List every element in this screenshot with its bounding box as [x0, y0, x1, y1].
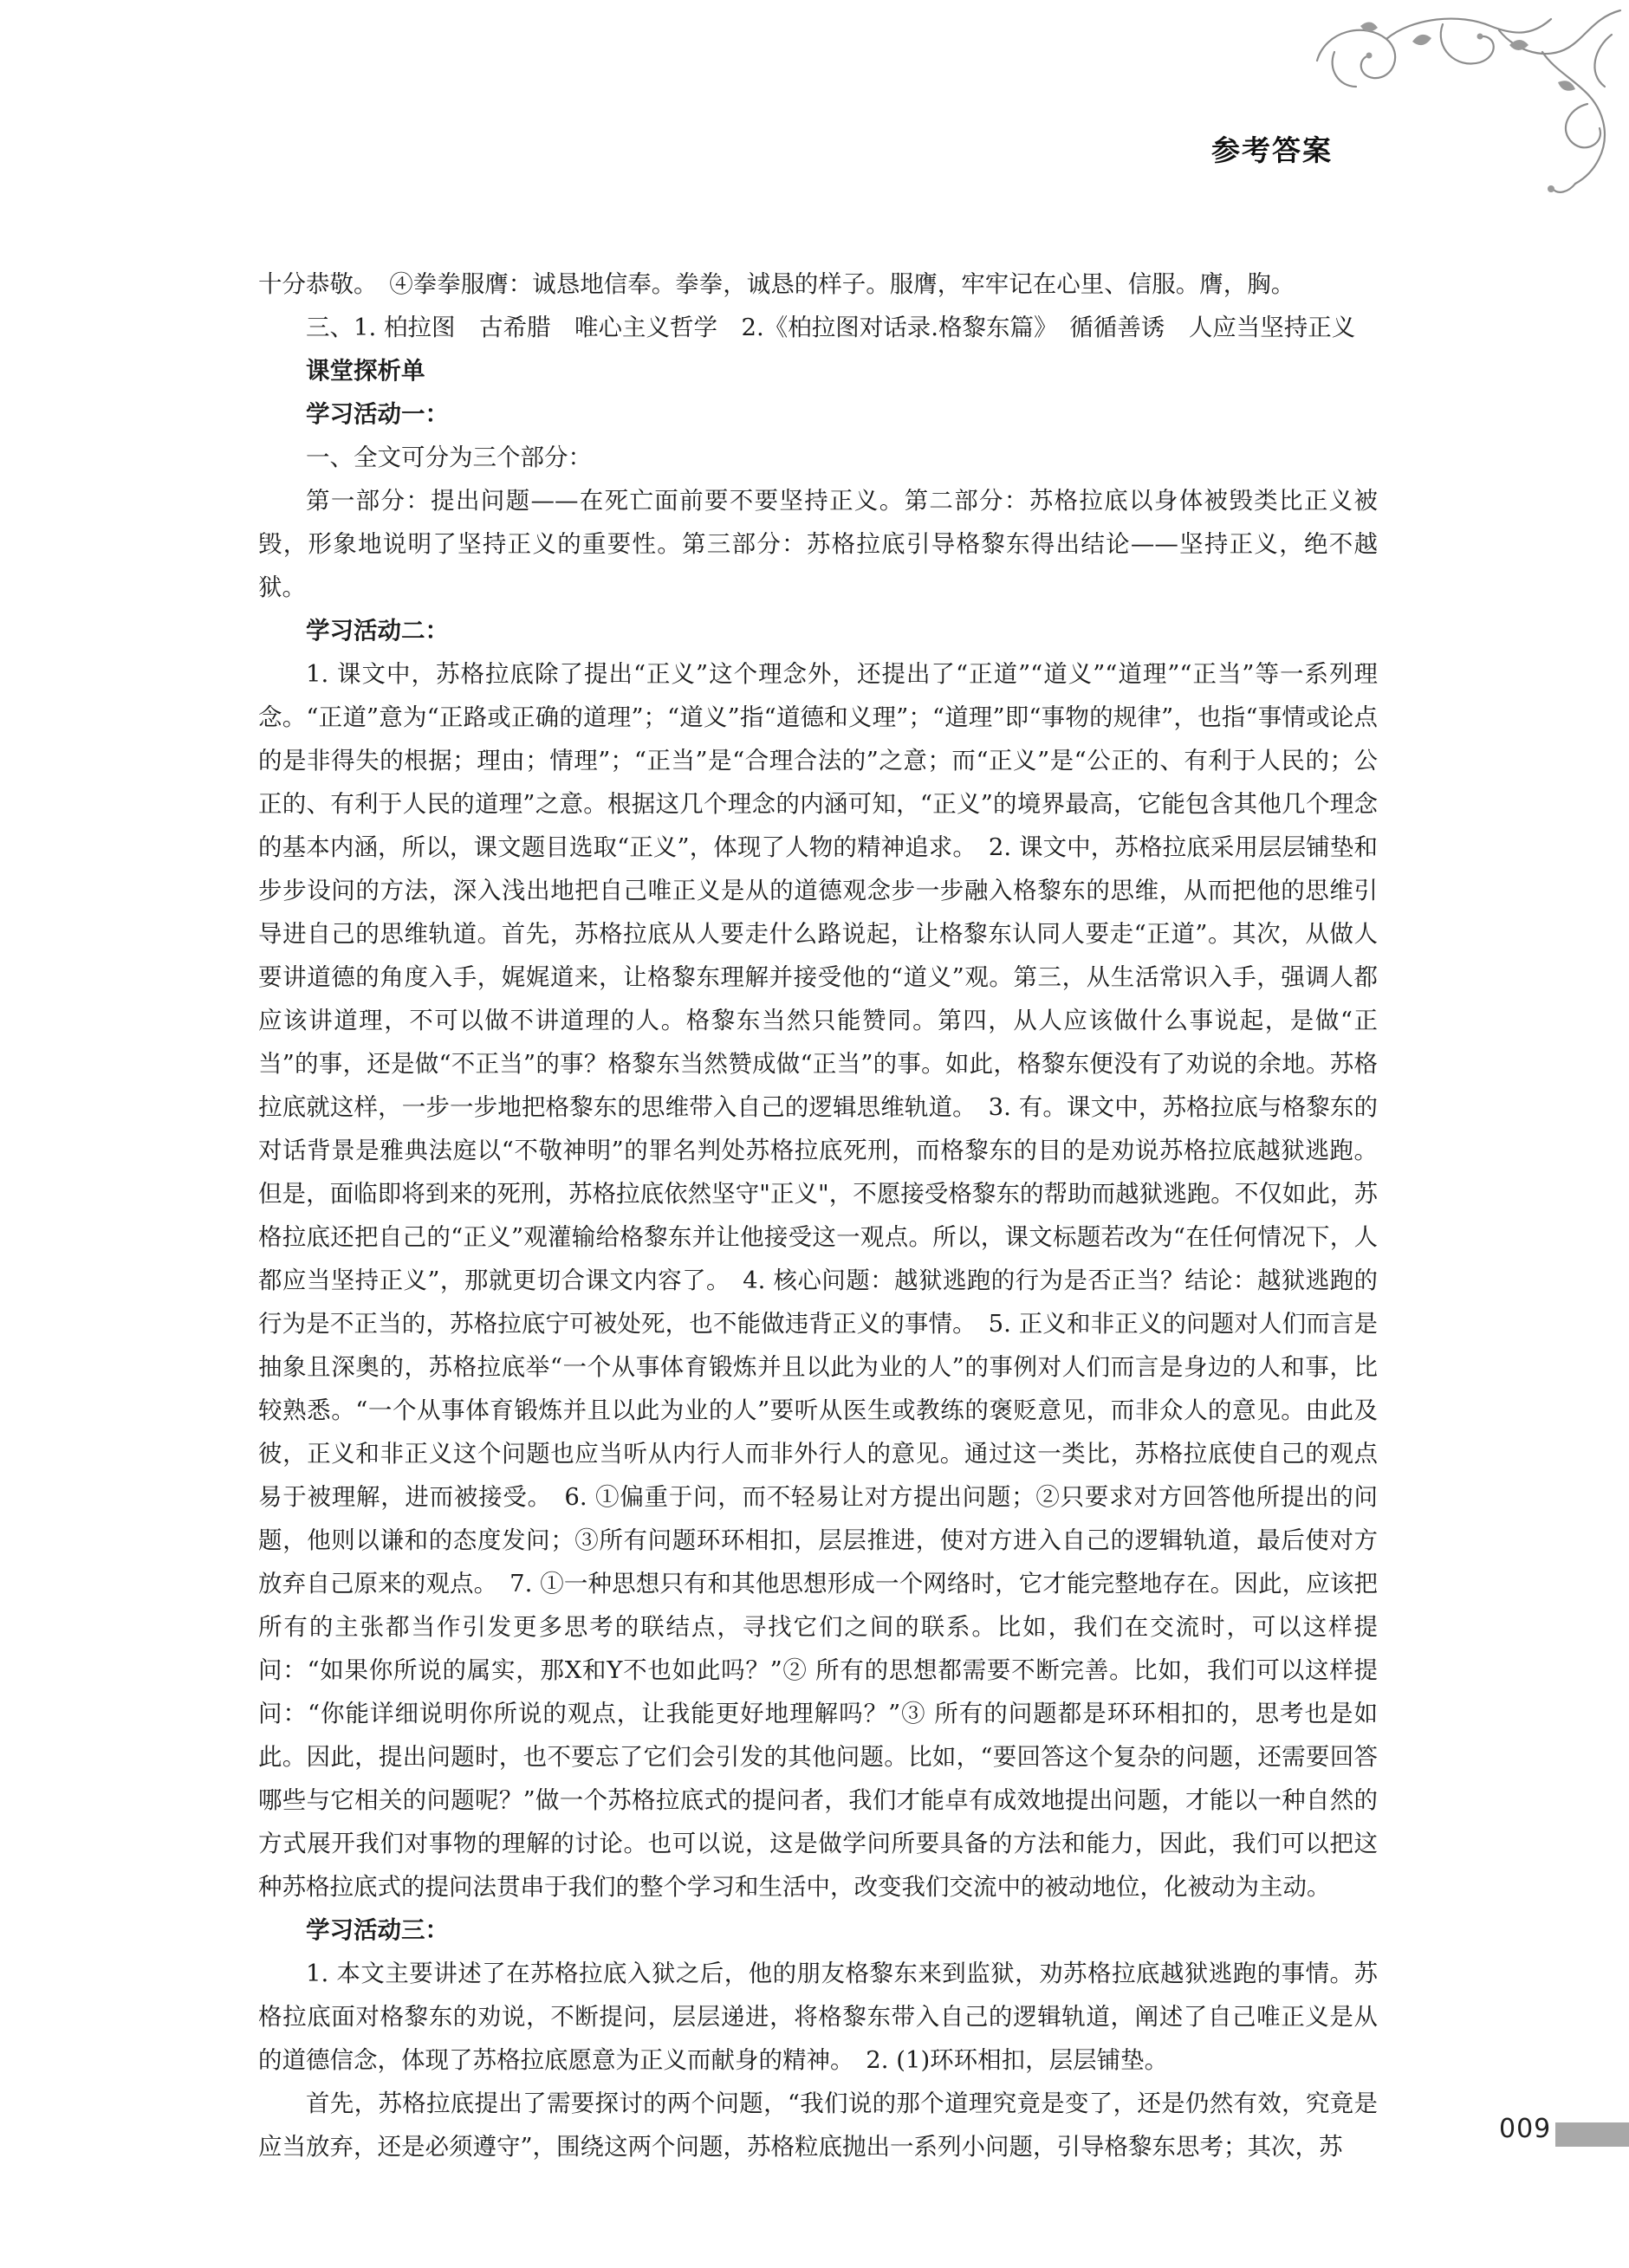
corner-ornament	[1282, 0, 1629, 204]
paragraph: 一、全文可分为三个部分：	[306, 444, 592, 471]
section-header-title: 参考答案	[1211, 133, 1333, 167]
paragraph: 首先，苏格拉底提出了需要探讨的两个问题，“我们说的那个道理究竟是变了，还是仍然有效，究竟是应当放弃，还是必须遵守”，围绕这两个问题，苏格粒底抛出一系列小问题，引导格黎东思考；其次，苏	[258, 2090, 1378, 2161]
page-number-bar	[1555, 2122, 1629, 2147]
paragraph: 第一部分：提出问题——在死亡面前要不要坚持正义。第二部分：苏格拉底以身体被毁类比正义被毁，形象地说明了坚持正义的重要性。第三部分：苏格拉底引导格黎东得出结论——坚持正义，绝不越狱。	[258, 487, 1378, 601]
paragraph: 1. 本文主要讲述了在苏格拉底入狱之后，他的朋友格黎东来到监狱，劝苏格拉底越狱逃跑的事情。苏格拉底面对格黎东的劝说，不断提问，层层递进，将格黎东带入自己的逻辑轨道，阐述了自己唯正义是从的道德信念，体现了苏格拉底愿意为正义而献身的精神。 2. (1)环环相扣，层层铺垫。	[258, 1960, 1378, 2074]
activity-heading: 学习活动一：	[306, 400, 449, 428]
page-number: 009	[1499, 2114, 1552, 2144]
answer-body	[258, 262, 1378, 2168]
activity-heading: 学习活动三：	[306, 1916, 449, 1944]
paragraph: 十分恭敬。 ④拳拳服膺：诚恳地信奉。拳拳，诚恳的样子。服膺，牢牢记在心里、信服。膺，胸。	[258, 270, 1295, 298]
paragraph: 三、1. 柏拉图 古希腊 唯心主义哲学 2.《柏拉图对话录.格黎东篇》 循循善诱 人应当坚持正义	[306, 314, 1356, 341]
section-heading: 课堂探析单	[306, 357, 425, 385]
activity-heading: 学习活动二：	[306, 617, 449, 645]
paragraph: 1. 课文中，苏格拉底除了提出“正义”这个理念外，还提出了“正道”“道义”“道理”“正当”等一系列理念。“正道”意为“正路或正确的道理”；“道义”指“道德和义理”；“道理”即“事物的规律”，也指“事情或论点的是非得失的根据；理由；情理”；“正当”是“合理合法的”之意；而“正义”是“公正的、有利于人民的；公正的、有利于人民的道理”之意。根据这几个理念的内涵可知，“正义”的境界最高，它能包含其他几个理念的基本内涵，所以，课文题目选取“正义”，体现了人物的精神追求。 2. 课文中，苏格拉底采用层层铺垫和步步设问的方法，深入浅出地把自己唯正义是从的道德观念步一步融入格黎东的思维，从而把他的思维引导进自己的思维轨道。首先，苏格拉底从人要走什么路说起，让格黎东认同人要走“正道”。其次，从做人要讲道德的角度入手，娓娓道来，让格黎东理解并接受他的“道义”观。第三，从生活常识入手，强调人都应该讲道理，不可以做不讲道理的人。格黎东当然只能赞同。第四，从人应该做什么事说起，是做“正当”的事，还是做“不正当”的事？格黎东当然赞成做“正当”的事。如此，格黎东便没有了劝说的余地。苏格拉底就这样，一步一步地把格黎东的思维带入自己的逻辑思维轨道。 3. 有。课文中，苏格拉底与格黎东的对话背景是雅典法庭以“不敬神明”的罪名判处苏格拉底死刑，而格黎东的目的是劝说苏格拉底越狱逃跑。但是，面临即将到来的死刑，苏格拉底依然坚守"正义"，不愿接受格黎东的帮助而越狱逃跑。不仅如此，苏格拉底还把自己的“正义”观灌输给格黎东并让他接受这一观点。所以，课文标题若改为“在任何情况下，人都应当坚持正义”，那就更切合课文内容了。 4. 核心问题：越狱逃跑的行为是否正当？结论：越狱逃跑的行为是不正当的，苏格拉底宁可被处死，也不能做违背正义的事情。 5. 正义和非正义的问题对人们而言是抽象且深奥的，苏格拉底举“一个从事体育锻炼并且以此为业的人”的事例对人们而言是身边的人和事，比较熟悉。“一个从事体育锻炼并且以此为业的人”要听从医生或教练的褒贬意见，而非众人的意见。由此及彼，正义和非正义这个问题也应当听从内行人而非外行人的意见。通过这一类比，苏格拉底使自己的观点易于被理解，进而被接受。 6. ①偏重于问，而不轻易让对方提出问题；②只要求对方回答他所提出的问题，他则以谦和的态度发问；③所有问题环环相扣，层层推进，使对方进入自己的逻辑轨道，最后使对方放弃自己原来的观点。 7. ①一种思想只有和其他思想形成一个网络时，它才能完整地存在。因此，应该把所有的主张都当作引发更多思考的联结点，寻找它们之间的联系。比如，我们在交流时，可以这样提问：“如果你所说的属实，那X和Y不也如此吗？”② 所有的思想都需要不断完善。比如，我们可以这样提问：“你能详细说明你所说的观点，让我能更好地理解吗？”③ 所有的问题都是环环相扣的，思考也是如此。因此，提出问题时，也不要忘了它们会引发的其他问题。比如，“要回答这个复杂的问题，还需要回答哪些与它相关的问题呢？”做一个苏格拉底式的提问者，我们才能卓有成效地提出问题，才能以一种自然的方式展开我们对事物的理解的讨论。也可以说，这是做学问所要具备的方法和能力，因此，我们可以把这种苏格拉底式的提问法贯串于我们的整个学习和生活中，改变我们交流中的被动地位，化被动为主动。	[258, 660, 1378, 1901]
